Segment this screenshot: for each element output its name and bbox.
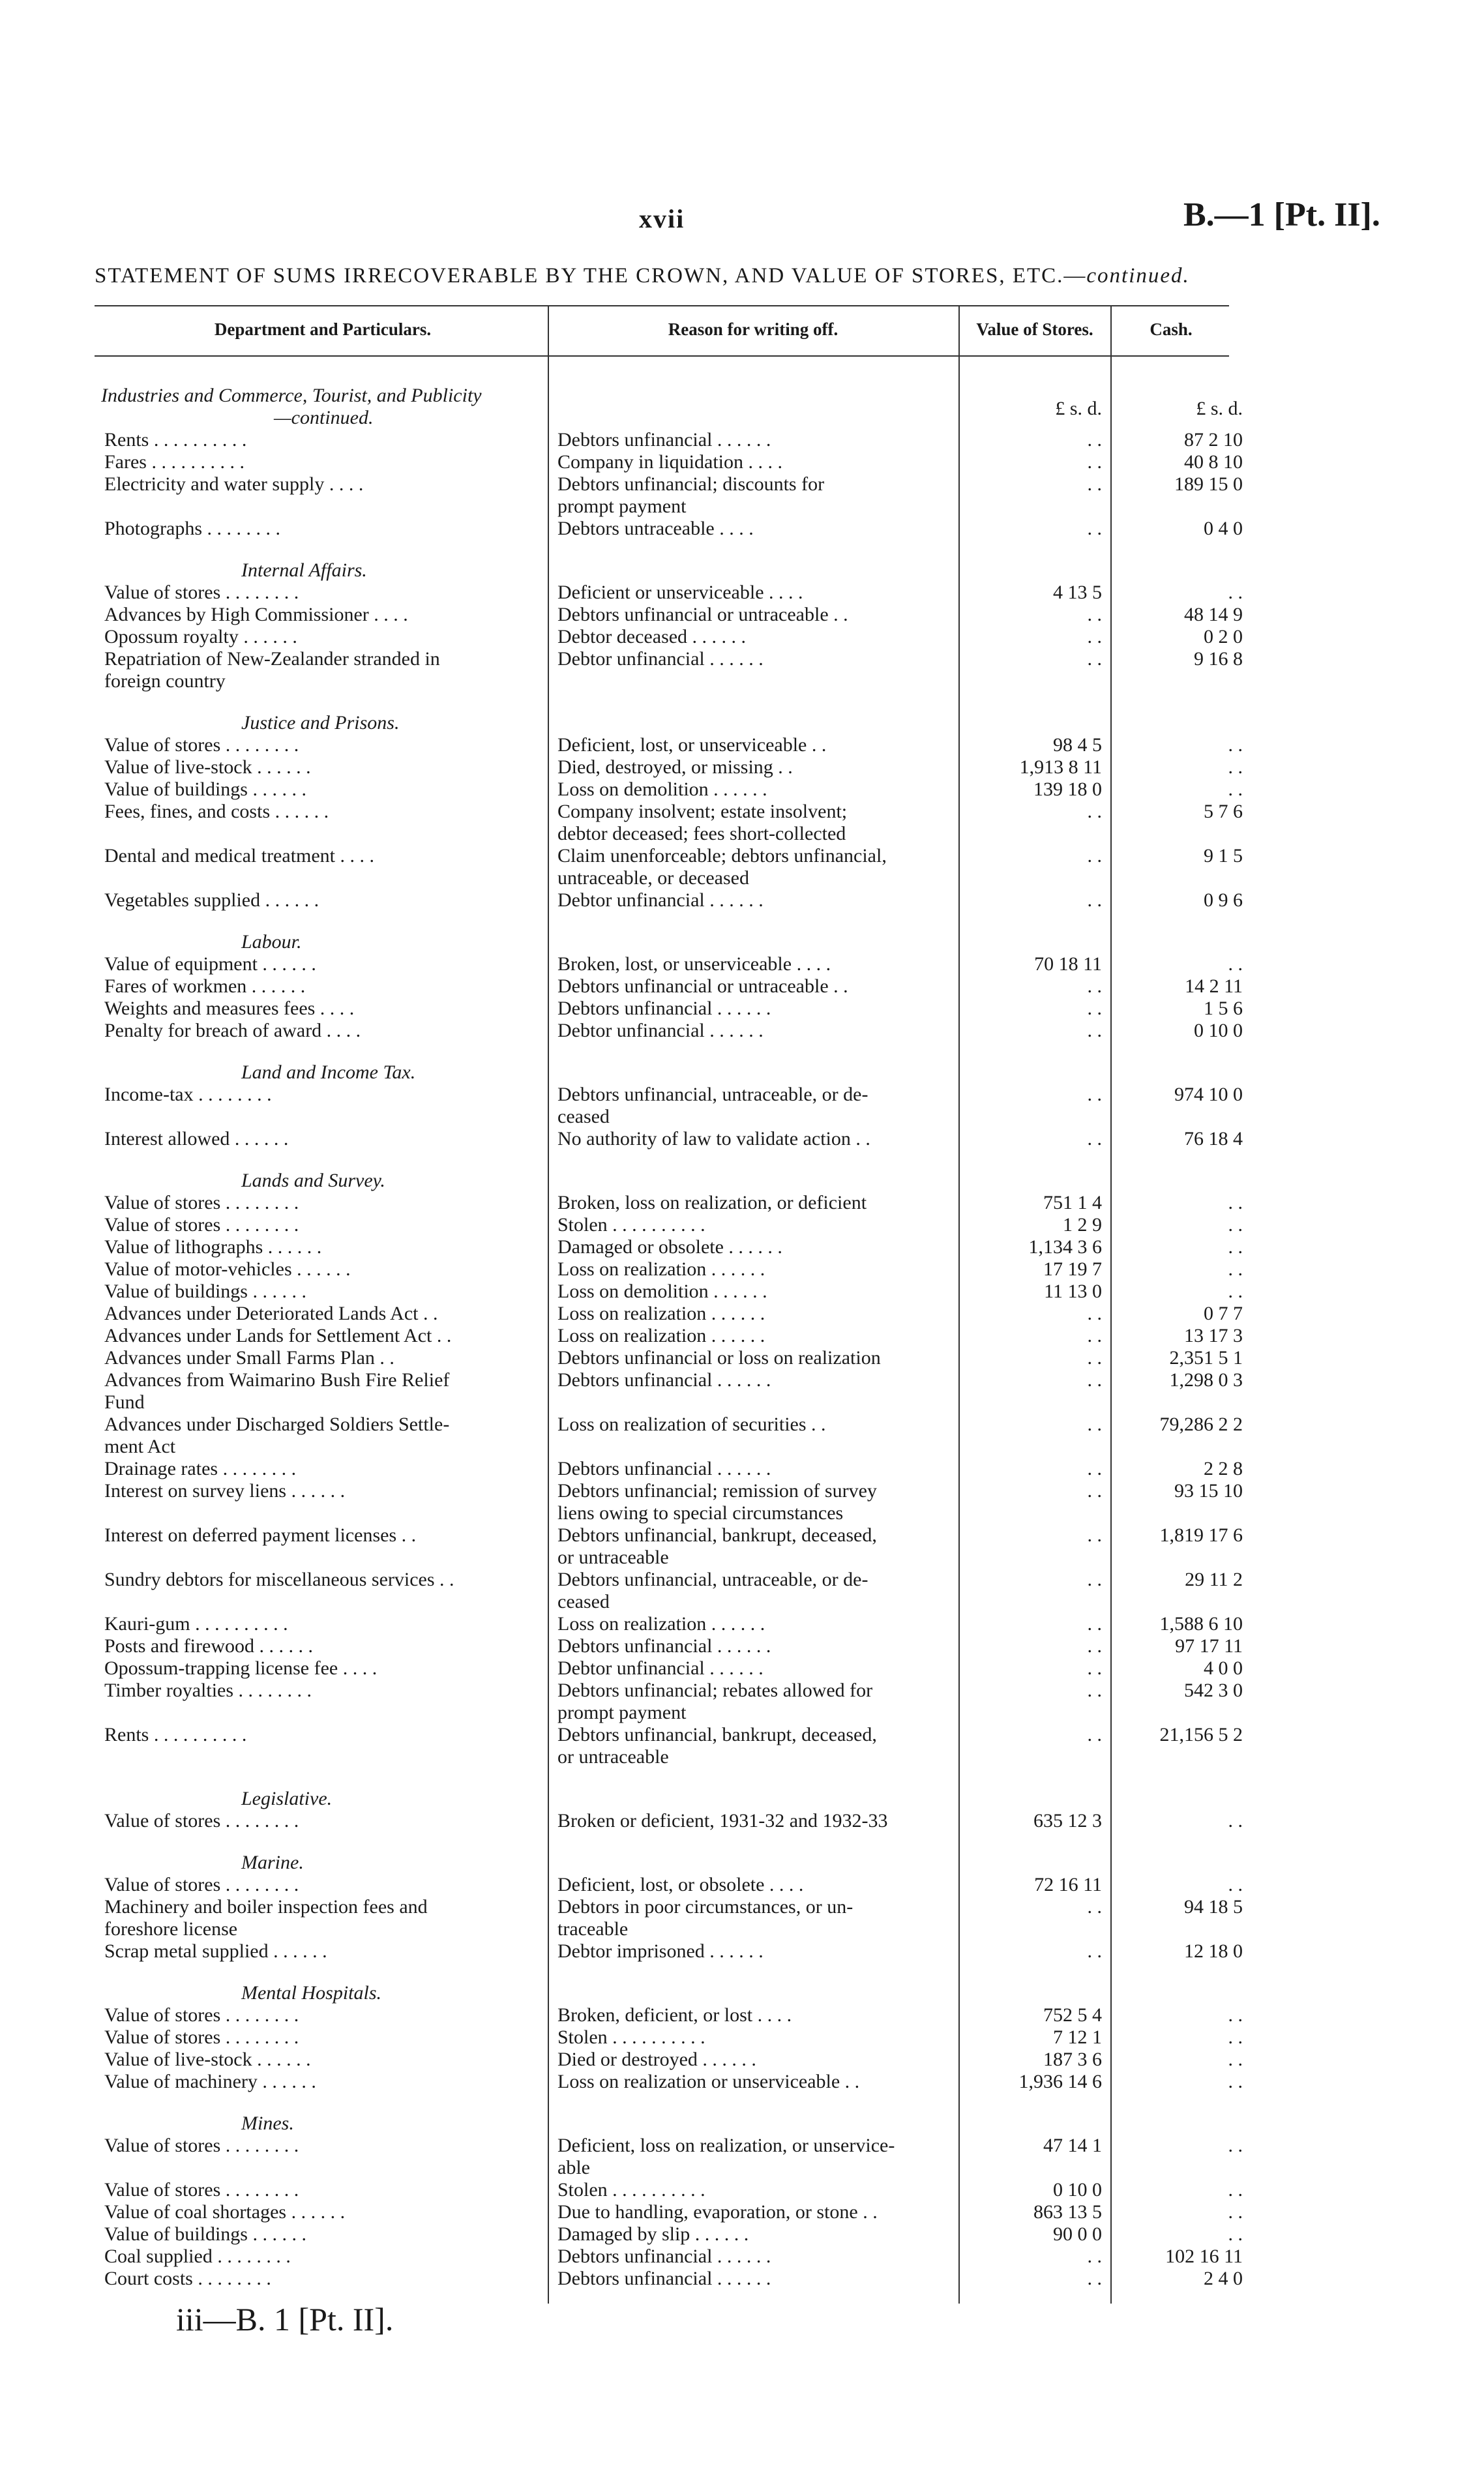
row-stores-value: . . bbox=[1087, 1569, 1102, 1590]
row-stores-value: . . bbox=[1087, 1724, 1102, 1745]
row-cash-value: 5 7 6 bbox=[1204, 801, 1243, 822]
row-stores-value: 47 14 1 bbox=[1043, 2135, 1102, 2156]
stores-currency-head: £ s. d. bbox=[1055, 398, 1102, 419]
row-cash-value: . . bbox=[1228, 1192, 1243, 1213]
row-particular: Dental and medical treatment . . . . bbox=[104, 845, 375, 867]
section-heading: Industries and Commerce, Tourist, and Publicity bbox=[101, 385, 482, 406]
row-particular: Value of motor-vehicles . . . . . . bbox=[104, 1258, 351, 1280]
row-reason: Debtor unfinancial . . . . . . bbox=[557, 1020, 764, 1041]
row-stores-value: 635 12 3 bbox=[1033, 1810, 1102, 1832]
row-reason: Debtors unfinancial or loss on realization bbox=[557, 1347, 881, 1369]
row-particular: Fund bbox=[104, 1391, 145, 1413]
row-cash-value: 14 2 11 bbox=[1185, 975, 1243, 997]
row-particular: Rents . . . . . . . . . . bbox=[104, 429, 247, 451]
column-divider-2 bbox=[958, 305, 960, 2304]
row-reason: Debtors unfinancial . . . . . . bbox=[557, 2246, 771, 2267]
row-particular: Electricity and water supply . . . . bbox=[104, 473, 364, 495]
row-reason: Claim unenforceable; debtors unfinancial, bbox=[557, 845, 887, 867]
row-stores-value: . . bbox=[1087, 626, 1102, 647]
row-cash-value: 1,298 0 3 bbox=[1169, 1369, 1243, 1391]
row-cash-value: 29 11 2 bbox=[1185, 1569, 1243, 1590]
row-reason: Due to handling, evaporation, or stone . . bbox=[557, 2201, 878, 2223]
column-header-reason: Reason for writing off. bbox=[668, 319, 838, 339]
row-particular: Penalty for breach of award . . . . bbox=[104, 1020, 361, 1041]
row-reason: Debtors unfinancial . . . . . . bbox=[557, 998, 771, 1019]
row-reason: Damaged or obsolete . . . . . . bbox=[557, 1236, 782, 1258]
row-stores-value: 98 4 5 bbox=[1053, 734, 1102, 756]
row-stores-value: . . bbox=[1087, 889, 1102, 911]
row-stores-value: . . bbox=[1087, 1414, 1102, 1435]
row-particular: Value of stores . . . . . . . . bbox=[104, 2135, 299, 2156]
row-particular: Drainage rates . . . . . . . . bbox=[104, 1458, 297, 1479]
row-reason: Debtors unfinancial, bankrupt, deceased, bbox=[557, 1724, 877, 1745]
row-reason: Debtors unfinancial, bankrupt, deceased, bbox=[557, 1524, 877, 1546]
row-stores-value: . . bbox=[1087, 1657, 1102, 1679]
row-stores-value: . . bbox=[1087, 518, 1102, 539]
row-particular: Interest allowed . . . . . . bbox=[104, 1128, 289, 1150]
row-particular: Advances by High Commissioner . . . . bbox=[104, 604, 408, 625]
row-reason: Debtors unfinancial; remission of survey bbox=[557, 1480, 877, 1502]
row-cash-value: . . bbox=[1228, 953, 1243, 975]
row-particular: Value of buildings . . . . . . bbox=[104, 1281, 306, 1302]
row-reason: Debtors unfinancial . . . . . . bbox=[557, 429, 771, 451]
row-stores-value: . . bbox=[1087, 1303, 1102, 1324]
row-particular: Value of stores . . . . . . . . bbox=[104, 1192, 299, 1213]
row-stores-value: . . bbox=[1087, 801, 1102, 822]
row-reason: Debtor deceased . . . . . . bbox=[557, 626, 747, 647]
row-particular: Value of stores . . . . . . . . bbox=[104, 734, 299, 756]
row-reason: Loss on realization or unserviceable . . bbox=[557, 2071, 860, 2092]
row-reason: Broken, loss on realization, or deficient bbox=[557, 1192, 867, 1213]
row-stores-value: 1,134 3 6 bbox=[1028, 1236, 1102, 1258]
row-particular: Sundry debtors for miscellaneous services . . bbox=[104, 1569, 454, 1590]
row-reason: prompt payment bbox=[557, 1702, 687, 1723]
row-cash-value: . . bbox=[1228, 2004, 1243, 2026]
row-cash-value: . . bbox=[1228, 1810, 1243, 1832]
row-particular: Value of live-stock . . . . . . bbox=[104, 2049, 311, 2070]
row-particular: Advances under Deteriorated Lands Act . . bbox=[104, 1303, 438, 1324]
section-heading: Internal Affairs. bbox=[241, 559, 367, 581]
row-particular: Posts and firewood . . . . . . bbox=[104, 1635, 313, 1657]
row-reason: prompt payment bbox=[557, 496, 687, 517]
row-reason: Debtors unfinancial or untraceable . . bbox=[557, 975, 848, 997]
row-reason: Debtors unfinancial . . . . . . bbox=[557, 1635, 771, 1657]
row-stores-value: . . bbox=[1087, 604, 1102, 625]
row-cash-value: . . bbox=[1228, 1214, 1243, 1236]
row-cash-value: . . bbox=[1228, 1236, 1243, 1258]
section-heading: Legislative. bbox=[241, 1788, 333, 1809]
row-stores-value: . . bbox=[1087, 429, 1102, 451]
header-top-rule bbox=[95, 305, 1229, 306]
row-stores-value: . . bbox=[1087, 845, 1102, 867]
row-particular: Value of buildings . . . . . . bbox=[104, 2223, 306, 2245]
row-reason: Loss on realization of securities . . bbox=[557, 1414, 826, 1435]
row-cash-value: 40 8 10 bbox=[1184, 451, 1243, 473]
row-particular: Advances from Waimarino Bush Fire Relief bbox=[104, 1369, 450, 1391]
row-particular: Fares of workmen . . . . . . bbox=[104, 975, 306, 997]
row-stores-value: . . bbox=[1087, 1635, 1102, 1657]
row-particular: Value of equipment . . . . . . bbox=[104, 953, 316, 975]
row-reason: Loss on realization . . . . . . bbox=[557, 1303, 765, 1324]
row-reason: Died, destroyed, or missing . . bbox=[557, 756, 793, 778]
row-stores-value: 72 16 11 bbox=[1034, 1874, 1102, 1895]
row-cash-value: 2,351 5 1 bbox=[1169, 1347, 1243, 1369]
row-stores-value: 4 13 5 bbox=[1053, 582, 1102, 603]
row-cash-value: 9 1 5 bbox=[1204, 845, 1243, 867]
section-heading: Mental Hospitals. bbox=[241, 1982, 381, 2004]
row-cash-value: 93 15 10 bbox=[1174, 1480, 1243, 1502]
row-stores-value: . . bbox=[1087, 473, 1102, 495]
row-reason: Debtors unfinancial, untraceable, or de- bbox=[557, 1084, 868, 1105]
row-reason: Debtors in poor circumstances, or un- bbox=[557, 1896, 853, 1918]
row-reason: Debtors unfinancial; discounts for bbox=[557, 473, 825, 495]
row-particular: Value of stores . . . . . . . . bbox=[104, 1810, 299, 1832]
row-stores-value: 90 0 0 bbox=[1053, 2223, 1102, 2245]
row-particular: foreshore license bbox=[104, 1918, 238, 1940]
row-stores-value: . . bbox=[1087, 1680, 1102, 1701]
title-main: STATEMENT OF SUMS IRRECOVERABLE BY THE CROWN, AND VALUE OF STORES, ETC.— bbox=[95, 264, 1087, 288]
row-stores-value: . . bbox=[1087, 451, 1102, 473]
row-particular: Interest on survey liens . . . . . . bbox=[104, 1480, 346, 1502]
row-cash-value: 48 14 9 bbox=[1184, 604, 1243, 625]
row-reason: Debtor imprisoned . . . . . . bbox=[557, 1940, 764, 1962]
row-particular: Advances under Lands for Settlement Act . . bbox=[104, 1325, 452, 1346]
row-particular: Value of stores . . . . . . . . bbox=[104, 582, 299, 603]
row-reason: Debtors unfinancial; rebates allowed for bbox=[557, 1680, 873, 1701]
row-reason: Deficient, lost, or obsolete . . . . bbox=[557, 1874, 804, 1895]
row-cash-value: 2 4 0 bbox=[1204, 2268, 1243, 2289]
row-reason: untraceable, or deceased bbox=[557, 867, 749, 889]
row-particular: Value of coal shortages . . . . . . bbox=[104, 2201, 346, 2223]
row-cash-value: 102 16 11 bbox=[1165, 2246, 1243, 2267]
row-cash-value: 1,588 6 10 bbox=[1159, 1613, 1243, 1635]
row-reason: Loss on realization . . . . . . bbox=[557, 1258, 765, 1280]
row-cash-value: . . bbox=[1228, 1874, 1243, 1895]
row-cash-value: 0 2 0 bbox=[1204, 626, 1243, 647]
row-stores-value: . . bbox=[1087, 2268, 1102, 2289]
column-header-cash: Cash. bbox=[1150, 319, 1193, 339]
row-stores-value: 1,936 14 6 bbox=[1018, 2071, 1102, 2092]
row-cash-value: 2 2 8 bbox=[1204, 1458, 1243, 1479]
column-header-stores: Value of Stores. bbox=[976, 319, 1093, 339]
row-cash-value: 0 4 0 bbox=[1204, 518, 1243, 539]
row-cash-value: 79,286 2 2 bbox=[1159, 1414, 1243, 1435]
row-cash-value: 0 7 7 bbox=[1204, 1303, 1243, 1324]
row-cash-value: . . bbox=[1228, 2135, 1243, 2156]
row-particular: Advances under Discharged Soldiers Settle- bbox=[104, 1414, 450, 1435]
row-reason: Loss on demolition . . . . . . bbox=[557, 779, 767, 800]
cash-currency-head: £ s. d. bbox=[1196, 398, 1243, 419]
row-reason: Company insolvent; estate insolvent; bbox=[557, 801, 848, 822]
row-reason: Deficient, loss on realization, or unservice- bbox=[557, 2135, 895, 2156]
row-cash-value: 97 17 11 bbox=[1175, 1635, 1243, 1657]
row-stores-value: . . bbox=[1087, 648, 1102, 670]
section-heading: Lands and Survey. bbox=[241, 1170, 385, 1191]
row-stores-value: . . bbox=[1087, 1325, 1102, 1346]
column-divider-3 bbox=[1110, 305, 1112, 2304]
row-particular: Rents . . . . . . . . . . bbox=[104, 1724, 247, 1745]
section-heading: Mines. bbox=[241, 2113, 294, 2134]
row-reason: Deficient, lost, or unserviceable . . bbox=[557, 734, 827, 756]
row-stores-value: . . bbox=[1087, 1128, 1102, 1150]
row-cash-value: 974 10 0 bbox=[1174, 1084, 1243, 1105]
row-stores-value: 7 12 1 bbox=[1053, 2026, 1102, 2048]
row-cash-value: 87 2 10 bbox=[1184, 429, 1243, 451]
row-reason: Debtors unfinancial, untraceable, or de- bbox=[557, 1569, 868, 1590]
row-stores-value: 70 18 11 bbox=[1034, 953, 1102, 975]
row-reason: able bbox=[557, 2157, 590, 2178]
row-cash-value: . . bbox=[1228, 779, 1243, 800]
row-particular: Value of stores . . . . . . . . bbox=[104, 1214, 299, 1236]
row-cash-value: . . bbox=[1228, 2223, 1243, 2245]
row-stores-value: . . bbox=[1087, 975, 1102, 997]
row-stores-value: . . bbox=[1087, 1613, 1102, 1635]
page-title bbox=[95, 264, 1190, 288]
row-cash-value: 0 10 0 bbox=[1194, 1020, 1243, 1041]
row-particular: Value of stores . . . . . . . . bbox=[104, 1874, 299, 1895]
row-cash-value: 4 0 0 bbox=[1204, 1657, 1243, 1679]
row-cash-value: . . bbox=[1228, 2026, 1243, 2048]
row-reason: Debtors unfinancial or untraceable . . bbox=[557, 604, 848, 625]
row-particular: ment Act bbox=[104, 1436, 176, 1457]
row-cash-value: 189 15 0 bbox=[1174, 473, 1243, 495]
row-cash-value: 542 3 0 bbox=[1184, 1680, 1243, 1701]
row-reason: Broken, deficient, or lost . . . . bbox=[557, 2004, 792, 2026]
row-particular: Value of machinery . . . . . . bbox=[104, 2071, 316, 2092]
row-reason: Debtors unfinancial . . . . . . bbox=[557, 1458, 771, 1479]
row-cash-value: . . bbox=[1228, 2071, 1243, 2092]
row-particular: Vegetables supplied . . . . . . bbox=[104, 889, 319, 911]
row-cash-value: 21,156 5 2 bbox=[1159, 1724, 1243, 1745]
row-cash-value: 12 18 0 bbox=[1184, 1940, 1243, 1962]
row-cash-value: . . bbox=[1228, 734, 1243, 756]
row-particular: Court costs . . . . . . . . bbox=[104, 2268, 271, 2289]
row-stores-value: . . bbox=[1087, 1347, 1102, 1369]
page-reference: B.—1 [Pt. II]. bbox=[1183, 196, 1380, 233]
row-reason: Loss on realization . . . . . . bbox=[557, 1613, 765, 1635]
row-particular: Fees, fines, and costs . . . . . . bbox=[104, 801, 329, 822]
row-reason: Deficient or unserviceable . . . . bbox=[557, 582, 803, 603]
row-cash-value: 76 18 4 bbox=[1184, 1128, 1243, 1150]
row-reason: debtor deceased; fees short-collected bbox=[557, 823, 846, 844]
footer-reference: iii—B. 1 [Pt. II]. bbox=[176, 2301, 394, 2337]
row-particular: Opossum royalty . . . . . . bbox=[104, 626, 297, 647]
row-cash-value: 1,819 17 6 bbox=[1159, 1524, 1243, 1546]
row-particular: Interest on deferred payment licenses . . bbox=[104, 1524, 417, 1546]
section-heading: Justice and Prisons. bbox=[241, 712, 400, 734]
row-cash-value: 0 9 6 bbox=[1204, 889, 1243, 911]
row-reason: or untraceable bbox=[557, 1746, 669, 1768]
row-particular: Machinery and boiler inspection fees and bbox=[104, 1896, 428, 1918]
section-heading: Labour. bbox=[241, 931, 302, 953]
row-cash-value: . . bbox=[1228, 582, 1243, 603]
row-particular: Weights and measures fees . . . . bbox=[104, 998, 355, 1019]
row-particular: Fares . . . . . . . . . . bbox=[104, 451, 245, 473]
row-stores-value: . . bbox=[1087, 1896, 1102, 1918]
row-stores-value: 139 18 0 bbox=[1033, 779, 1102, 800]
row-stores-value: . . bbox=[1087, 1940, 1102, 1962]
row-particular: Value of stores . . . . . . . . bbox=[104, 2179, 299, 2201]
row-stores-value: . . bbox=[1087, 2246, 1102, 2267]
row-particular: Value of lithographs . . . . . . bbox=[104, 1236, 322, 1258]
row-reason: No authority of law to validate action . . bbox=[557, 1128, 870, 1150]
row-stores-value: . . bbox=[1087, 1369, 1102, 1391]
row-cash-value: . . bbox=[1228, 1258, 1243, 1280]
row-stores-value: 187 3 6 bbox=[1043, 2049, 1102, 2070]
row-reason: Broken, lost, or unserviceable . . . . bbox=[557, 953, 831, 975]
row-reason: ceased bbox=[557, 1591, 610, 1612]
row-reason: Debtors unfinancial . . . . . . bbox=[557, 2268, 771, 2289]
header-bottom-rule bbox=[95, 355, 1229, 357]
section-heading: Marine. bbox=[241, 1852, 304, 1873]
row-reason: Debtor unfinancial . . . . . . bbox=[557, 648, 764, 670]
row-particular: Repatriation of New-Zealander stranded in bbox=[104, 648, 440, 670]
row-cash-value: 94 18 5 bbox=[1184, 1896, 1243, 1918]
row-particular: Value of buildings . . . . . . bbox=[104, 779, 306, 800]
row-stores-value: 863 13 5 bbox=[1033, 2201, 1102, 2223]
row-stores-value: 11 13 0 bbox=[1044, 1281, 1102, 1302]
row-reason: Debtor unfinancial . . . . . . bbox=[557, 1657, 764, 1679]
row-particular: Value of live-stock . . . . . . bbox=[104, 756, 311, 778]
title-continued: continued. bbox=[1086, 264, 1190, 288]
row-particular: Scrap metal supplied . . . . . . bbox=[104, 1940, 327, 1962]
row-cash-value: . . bbox=[1228, 2049, 1243, 2070]
row-stores-value: 17 19 7 bbox=[1043, 1258, 1102, 1280]
row-reason: Stolen . . . . . . . . . . bbox=[557, 2026, 705, 2048]
row-cash-value: 1 5 6 bbox=[1204, 998, 1243, 1019]
page-number: xvii bbox=[639, 204, 685, 233]
row-reason: traceable bbox=[557, 1918, 629, 1940]
row-cash-value: . . bbox=[1228, 756, 1243, 778]
row-stores-value: 752 5 4 bbox=[1043, 2004, 1102, 2026]
row-reason: or untraceable bbox=[557, 1547, 669, 1568]
row-particular: Income-tax . . . . . . . . bbox=[104, 1084, 272, 1105]
row-reason: Stolen . . . . . . . . . . bbox=[557, 1214, 705, 1236]
row-reason: Loss on realization . . . . . . bbox=[557, 1325, 765, 1346]
row-stores-value: . . bbox=[1087, 1020, 1102, 1041]
row-particular: Opossum-trapping license fee . . . . bbox=[104, 1657, 378, 1679]
row-particular: Photographs . . . . . . . . bbox=[104, 518, 280, 539]
row-reason: liens owing to special circumstances bbox=[557, 1502, 844, 1524]
row-reason: ceased bbox=[557, 1106, 610, 1127]
row-reason: Debtors unfinancial . . . . . . bbox=[557, 1369, 771, 1391]
row-particular: Timber royalties . . . . . . . . bbox=[104, 1680, 312, 1701]
row-stores-value: . . bbox=[1087, 1458, 1102, 1479]
row-cash-value: . . bbox=[1228, 1281, 1243, 1302]
row-stores-value: 0 10 0 bbox=[1053, 2179, 1102, 2201]
row-cash-value: . . bbox=[1228, 2201, 1243, 2223]
row-stores-value: 1,913 8 11 bbox=[1019, 756, 1102, 778]
row-cash-value: 13 17 3 bbox=[1184, 1325, 1243, 1346]
row-stores-value: . . bbox=[1087, 1084, 1102, 1105]
column-header-particulars: Department and Particulars. bbox=[214, 319, 432, 339]
row-particular: foreign country bbox=[104, 670, 226, 692]
row-stores-value: . . bbox=[1087, 998, 1102, 1019]
row-reason: Died or destroyed . . . . . . bbox=[557, 2049, 756, 2070]
row-reason: Company in liquidation . . . . bbox=[557, 451, 782, 473]
column-divider-1 bbox=[548, 305, 549, 2304]
row-particular: Kauri-gum . . . . . . . . . . bbox=[104, 1613, 288, 1635]
row-particular: Coal supplied . . . . . . . . bbox=[104, 2246, 291, 2267]
row-particular: Advances under Small Farms Plan . . bbox=[104, 1347, 394, 1369]
row-reason: Broken or deficient, 1931-32 and 1932-33 bbox=[557, 1810, 888, 1832]
row-stores-value: . . bbox=[1087, 1524, 1102, 1546]
row-stores-value: 751 1 4 bbox=[1043, 1192, 1102, 1213]
row-reason: Debtors untraceable . . . . bbox=[557, 518, 754, 539]
row-reason: Loss on demolition . . . . . . bbox=[557, 1281, 767, 1302]
section-heading: Land and Income Tax. bbox=[241, 1061, 416, 1083]
row-reason: Stolen . . . . . . . . . . bbox=[557, 2179, 705, 2201]
row-cash-value: 9 16 8 bbox=[1194, 648, 1243, 670]
row-stores-value: 1 2 9 bbox=[1063, 1214, 1102, 1236]
row-particular: Value of stores . . . . . . . . bbox=[104, 2004, 299, 2026]
row-stores-value: . . bbox=[1087, 1480, 1102, 1502]
row-cash-value: . . bbox=[1228, 2179, 1243, 2201]
section-heading: —continued. bbox=[274, 407, 374, 428]
row-particular: Value of stores . . . . . . . . bbox=[104, 2026, 299, 2048]
row-reason: Damaged by slip . . . . . . bbox=[557, 2223, 749, 2245]
row-reason: Debtor unfinancial . . . . . . bbox=[557, 889, 764, 911]
